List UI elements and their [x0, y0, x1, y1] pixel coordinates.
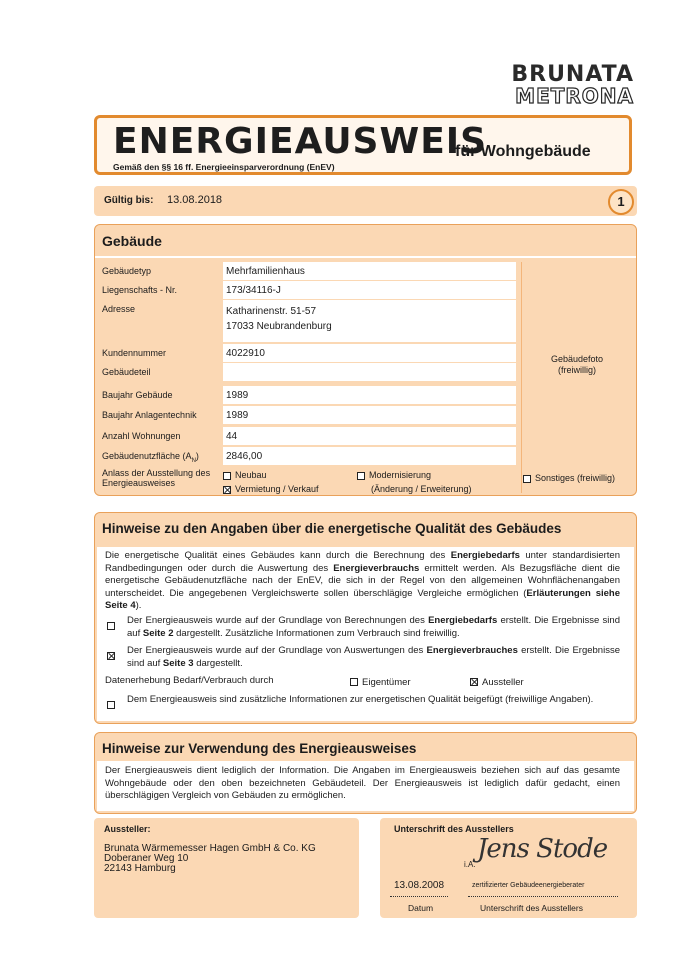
- foto-label: Gebäudefoto: [550, 354, 604, 364]
- checkbox-eigentuemer[interactable]: [350, 678, 358, 686]
- usage-notes-text: Der Energieausweis dient lediglich der Information. Die Angaben im Energieausweis beziehen sich auf das gesamte Wohngebäude oder den oben bezeichneten Gebäudeteil. Der Energieausweis ist lediglich dafür gedacht, einen überschlägigen Vergleich von Gebäuden zu ermöglichen.: [105, 765, 620, 801]
- quality-intro-paragraph: [105, 550, 620, 613]
- page-number-badge: 1: [608, 189, 634, 215]
- option-aussteller[interactable]: [470, 677, 524, 688]
- signature-ia: i.A.: [464, 860, 476, 869]
- opt2-bold-seite: Seite 3: [162, 657, 194, 669]
- opt1-bold-seite: Seite 2: [142, 627, 174, 639]
- title-box: [94, 115, 632, 175]
- opt1-text-e: dargestellt. Zusätzliche Informationen zum Verbrauch sind freiwillig.: [173, 627, 460, 639]
- building-photo-placeholder: [521, 262, 632, 493]
- p1-text-e: ermittelt werden. Als Bezugsfläche dient die energetische Gebäudenutzfläche nach der EnEV, die sich in der Regel von den allgemeinen Wohnflächenangaben unterscheidet. Die angegebenen Vergleichswerte sollen überschlägige Vergleiche ermöglichen (: [105, 562, 620, 599]
- flaeche-label-sub: N: [191, 457, 196, 464]
- option-eigentuemer[interactable]: [350, 677, 411, 688]
- flaeche-label-text: Gebäudenutzfläche (A: [102, 451, 192, 461]
- modernisierung-label: Modernisierung: [369, 470, 432, 480]
- p1-bold-verbrauch: Energieverbrauchs: [333, 562, 420, 574]
- legal-basis: Gemäß den §§ 16 ff. Energieeinsparverordnung (EnEV): [113, 162, 335, 172]
- label-anlass: Anlass der Ausstellung des Energieausweises: [102, 468, 211, 488]
- foto-optional: (freiwillig): [558, 365, 596, 375]
- vermietung-label: Vermietung / Verkauf: [235, 484, 319, 494]
- p1-bold-seite4: Erläuterungen siehe Seite 4: [105, 587, 620, 611]
- opt1-text-a: Der Energieausweis wurde auf der Grundlage von Berechnungen des: [127, 615, 429, 626]
- label-adresse: Adresse: [102, 304, 136, 314]
- value-baujahr: 1989: [223, 386, 516, 404]
- logo-line-2: METRONA: [515, 84, 634, 108]
- signature-date: 13.08.2008: [394, 880, 445, 891]
- usage-notes-body: [97, 761, 634, 811]
- issuer-city: 22143 Hamburg: [104, 863, 176, 874]
- value-gebaeudeteil: [223, 363, 516, 381]
- opt1-bold: Energiebedarfs: [428, 615, 498, 626]
- option-zusatzinfo-text: Dem Energieausweis sind zusätzliche Informationen zur energetischen Qualität beigefügt (freiwillige Angaben).: [127, 694, 594, 705]
- label-gebaeudeteil: Gebäudeteil: [102, 367, 151, 377]
- address-city: 17033 Neubrandenburg: [226, 321, 332, 332]
- signature-heading: Unterschrift des Ausstellers: [394, 824, 514, 834]
- neubau-label: Neubau: [235, 470, 267, 480]
- label-anlagentechnik: Baujahr Anlagentechnik: [102, 410, 197, 420]
- issuer-label: Aussteller:: [104, 824, 151, 834]
- usage-notes-section: [94, 732, 637, 814]
- checkbox-aussteller[interactable]: [470, 678, 478, 686]
- flaeche-label-end: ): [195, 451, 199, 461]
- checkbox-bedarf[interactable]: [107, 617, 119, 635]
- value-anlagentechnik: 1989: [223, 406, 516, 424]
- value-kundennummer: 4022910: [223, 344, 516, 362]
- validity-label: Gültig bis:: [104, 195, 154, 206]
- document-title: ENERGIEAUSWEIS: [113, 121, 488, 162]
- opt2-text-a: Der Energieausweis wurde auf der Grundlage von Auswertungen des: [127, 645, 427, 656]
- datum-label: Datum: [408, 903, 434, 913]
- issuer-address: [104, 844, 316, 874]
- option-modernisierung[interactable]: [357, 470, 431, 481]
- handwritten-signature: Jens Stode: [477, 834, 608, 864]
- issuer-role: zertifizierter Gebäudeenergieberater: [472, 882, 585, 889]
- quality-notes-heading: Hinweise zu den Angaben über die energetische Qualität des Gebäudes: [102, 521, 562, 536]
- p1-bold-bedarf: Energiebedarfs: [450, 550, 520, 561]
- value-wohnungen: 44: [223, 427, 516, 445]
- building-section: [94, 224, 637, 496]
- quality-notes-body: [97, 547, 634, 721]
- eigentuemer-label: Eigentümer: [362, 677, 411, 688]
- checkbox-verbrauch[interactable]: [107, 647, 119, 665]
- checkbox-neubau[interactable]: [223, 472, 231, 480]
- opt2-text-e: dargestellt.: [193, 657, 243, 669]
- label-nutzflaeche: [102, 451, 212, 466]
- opt2-bold: Energieverbrauches: [426, 645, 518, 656]
- value-adresse: [223, 300, 516, 342]
- date-line: [390, 896, 448, 897]
- label-gebaeudetyp: Gebäudetyp: [102, 266, 152, 276]
- value-liegenschaft: 173/34116-J: [223, 281, 516, 299]
- checkbox-modernisierung[interactable]: [357, 472, 365, 480]
- option-bedarf-text: [127, 615, 620, 640]
- label-kundennummer: Kundennummer: [102, 348, 167, 358]
- document-subtitle: für Wohngebäude: [455, 143, 591, 160]
- building-heading: Gebäude: [102, 233, 162, 249]
- opt1-text-c: erstellt. Die Ergebnisse sind auf: [127, 615, 620, 639]
- signature-box: [380, 818, 637, 918]
- aussteller-option-label: Aussteller: [482, 677, 524, 688]
- validity-bar: [94, 186, 637, 216]
- logo-line-1: BRUNATA: [511, 62, 634, 87]
- modernisierung-detail: (Änderung / Erweiterung): [371, 484, 472, 494]
- issuer-street: Doberaner Weg 10: [104, 853, 189, 864]
- checkbox-vermietung[interactable]: [223, 486, 231, 494]
- issuer-name: Brunata Wärmemesser Hagen GmbH & Co. KG: [104, 843, 316, 854]
- usage-notes-heading: Hinweise zur Verwendung des Energieausweises: [102, 741, 417, 756]
- validity-date: 13.08.2018: [167, 194, 223, 206]
- checkbox-zusatzinfo[interactable]: [107, 696, 119, 714]
- option-verbrauch-text: [127, 645, 620, 670]
- issuer-box: [94, 818, 359, 918]
- divider: [95, 256, 636, 258]
- label-baujahr: Baujahr Gebäude: [102, 390, 173, 400]
- opt2-text-c: erstellt. Die Ergebnisse sind auf: [127, 645, 620, 669]
- sonstiges-label: Sonstiges (freiwillig): [535, 473, 616, 483]
- p1-text-g: ).: [135, 600, 142, 611]
- signature-line: [468, 896, 618, 897]
- datenerhebung-label: Datenerhebung Bedarf/Verbrauch durch: [105, 675, 274, 686]
- value-nutzflaeche: 2846,00: [223, 447, 516, 465]
- brunata-logo: [506, 62, 636, 112]
- value-gebaeudetyp: Mehrfamilienhaus: [223, 262, 516, 280]
- option-vermietung[interactable]: [223, 484, 319, 495]
- option-neubau[interactable]: [223, 470, 267, 481]
- p1-text-a: Die energetische Qualität eines Gebäudes kann durch die Berechnung des: [105, 550, 451, 561]
- p1-text-c: unter standardisierten Randbedingungen oder durch die Auswertung des: [105, 550, 620, 574]
- quality-notes-section: [94, 512, 637, 724]
- label-liegenschaft: Liegenschafts - Nr.: [102, 285, 178, 295]
- label-wohnungen: Anzahl Wohnungen: [102, 431, 181, 441]
- address-street: Katharinenstr. 51-57: [226, 306, 317, 317]
- signature-caption: Unterschrift des Ausstellers: [480, 903, 583, 913]
